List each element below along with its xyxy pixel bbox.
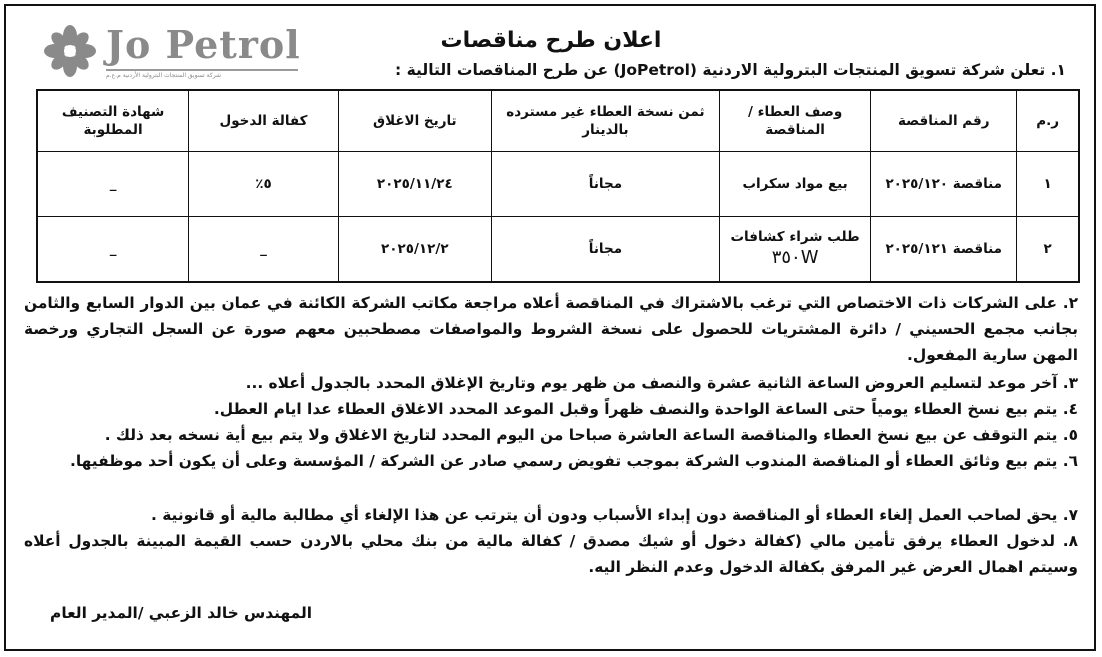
logo-divider xyxy=(106,69,298,71)
cell-index: ٢ xyxy=(1017,217,1079,283)
header-closing-date: تاريخ الاغلاق xyxy=(338,90,491,152)
announcement-title: اعلان طرح مناقصات xyxy=(440,28,662,53)
description-extra: ٣٥٠W xyxy=(771,246,819,268)
paragraph-3: ٣. آخر موعد لتسليم العروض الساعة الثانية عشرة والنصف من ظهر يوم وتاريخ الإغلاق المحدد بالجدول أعلاه ... xyxy=(245,374,1078,392)
description-text: بيع مواد سكراب xyxy=(742,175,848,192)
paragraph-2: ٢. على الشركات ذات الاختصاص التي ترغب بالاشتراك في المناقصة أعلاه مراجعة مكاتب الشركة الكائنة في عمان بين الدوار السابع والثامن بجانب مجمع الحسيني / دائرة المشتريات للحصول على نسخة الشروط والمواصفات مصطحبين معهم صورة عن السجل التجاري ورخصة المهن سارية المفعول. xyxy=(24,294,1078,364)
paragraph-7: ٧. يحق لصاحب العمل إلغاء العطاء أو المناقصة دون إبداء الأسباب ودون أن يترتب عن هذا الإلغاء أي مطالبة مالية أو قانونية . xyxy=(151,506,1078,524)
logo-brand-text: Jo Petrol xyxy=(106,22,301,67)
cell-tender-no: مناقصة ٢٠٢٥/١٢١ xyxy=(871,217,1017,283)
paragraph-4: ٤. يتم بيع نسخ العطاء يومياً حتى الساعة الواحدة والنصف ظهراً وقبل الموعد المحدد الاغلاق العطاء عدا ايام العطل. xyxy=(213,400,1078,418)
header-index: ر.م xyxy=(1017,90,1079,152)
cell-entry-bond: ٥٪ xyxy=(189,152,339,217)
cell-price: مجاناً xyxy=(491,217,719,283)
paragraph-6: ٦. يتم بيع وثائق العطاء أو المناقصة المندوب الشركة بموجب تفويض رسمي صادر عن الشركة / المؤسسة وعلى أن يكون أحد موظفيها. xyxy=(70,452,1078,470)
table-header-row xyxy=(37,90,1079,152)
cell-description xyxy=(720,217,871,283)
cell-index: ١ xyxy=(1017,152,1079,217)
tenders-table xyxy=(36,89,1080,283)
intro-paragraph: ١. تعلن شركة تسويق المنتجات البترولية الاردنية (JoPetrol) عن طرح المناقصات التالية : xyxy=(395,61,1066,79)
cell-entry-bond: _ xyxy=(189,217,339,283)
cell-closing-date: ٢٠٢٥/١٢/٢ xyxy=(338,217,491,283)
cell-closing-date: ٢٠٢٥/١١/٢٤ xyxy=(338,152,491,217)
header-certificate: شهادة التصنيف المطلوبة xyxy=(37,90,189,152)
cell-description xyxy=(720,152,871,217)
table-row xyxy=(37,152,1079,217)
table-row xyxy=(37,217,1079,283)
paragraph-8: ٨. لدخول العطاء يرفق تأمين مالي (كفالة دخول أو شيك مصدق / كفالة مالية من بنك محلي بالاردن حسب القيمة المبينة بالجدول أعلاه وسيتم اهمال العرض غير المرفق بكفالة الدخول وعدم النظر اليه. xyxy=(24,532,1078,576)
header-price: ثمن نسخة العطاء غير مسترده بالدينار xyxy=(491,90,719,152)
cell-certificate: _ xyxy=(37,217,189,283)
header-entry-bond: كفالة الدخول xyxy=(189,90,339,152)
signature-line: المهندس خالد الزعبي /المدير العام xyxy=(50,604,312,622)
cell-tender-no: مناقصة ٢٠٢٥/١٢٠ xyxy=(871,152,1017,217)
description-text: طلب شراء كشافات xyxy=(730,228,860,245)
cell-price: مجاناً xyxy=(491,152,719,217)
header-tender-no: رقم المناقصة xyxy=(871,90,1017,152)
header-description: وصف العطاء / المناقصة xyxy=(720,90,871,152)
cell-certificate: _ xyxy=(37,152,189,217)
logo-subtitle: شركة تسويق المنتجات البترولية الأردنية م.ع.م xyxy=(106,72,222,79)
paragraph-5: ٥. يتم التوقف عن بيع نسخ العطاء والمناقصة الساعة العاشرة صباحا من اليوم المحدد لتاريخ الاغلاق ولا يتم بيع أية نسخه بعد ذلك . xyxy=(104,426,1078,444)
